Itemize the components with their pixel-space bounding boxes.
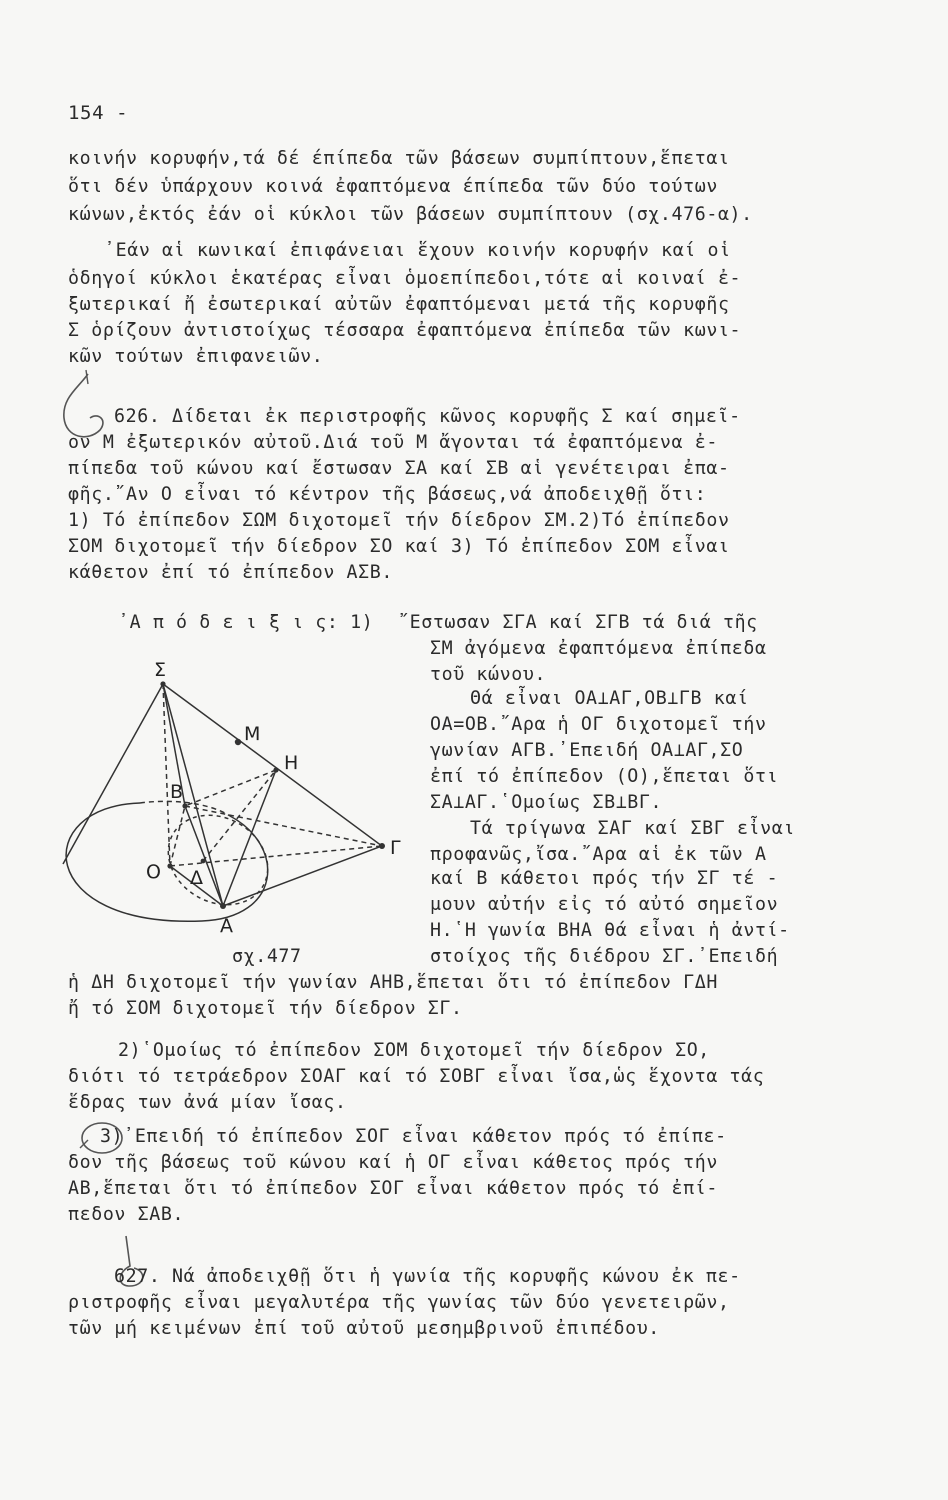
- text-line: δον τῆς βάσεως τοῦ κώνου καί ἡ ΟΓ εἶναι κάθετος πρός τήν: [68, 1152, 718, 1173]
- label-gamma: Γ: [390, 837, 401, 859]
- text-line: πίπεδα τοῦ κώνου καί ἔστωσαν ΣΑ καί ΣΒ αἱ γενέτειραι ἐπα-: [68, 458, 730, 479]
- text-line: ΣΜ ἀγόμενα ἐφαπτόμενα ἐπίπεδα: [430, 638, 767, 659]
- text-line: κώνων,ἐκτός ἐάν οἱ κύκλοι τῶν βάσεων συμπίπτουν (σχ.476-α).: [68, 204, 753, 225]
- text-line: ΣΟΜ διχοτομεῖ τήν δίεδρον ΣΟ καί 3) Τό ἐπίπεδον ΣΟΜ εἶναι: [68, 536, 730, 557]
- text-line: ἤ τό ΣΟΜ διχοτομεῖ τήν δίεδρον ΣΓ.: [68, 998, 463, 1019]
- text-line: ριστροφῆς εἶναι μεγαλυτέρα τῆς γωνίας τῶν δύο γενετειρῶν,: [68, 1292, 730, 1313]
- label-h: Η: [284, 752, 299, 774]
- text-line: κοινήν κορυφήν,τά δέ έπίπεδα τῶν βάσεων συμπίπτουν,ἕπεται: [68, 148, 730, 169]
- page-number: 154 -: [68, 102, 129, 124]
- text-line: πεδον ΣΑΒ.: [68, 1204, 185, 1225]
- text-line: καί Β κάθετοι πρός τήν ΣΓ τέ -: [430, 868, 779, 889]
- text-line: ον Μ ἐξωτερικόν αὐτοῦ.Διά τοῦ Μ ἄγονται τά ἐφαπτόμενα ἐ-: [68, 432, 718, 453]
- text-line: 2)῾Ομοίως τό ἐπίπεδον ΣΟΜ διχοτομεῖ τήν δίεδρον ΣΟ,: [118, 1040, 710, 1061]
- text-line: 627. Νά ἀποδειχθῇ ὅτι ἡ γωνία τῆς κορυφῆς κώνου ἐκ πε-: [114, 1266, 741, 1287]
- text-line: μουν αὐτήν εἰς τό αὐτό σημεῖον: [430, 894, 779, 915]
- text-line: ὅτι δέν ὑπάρχουν κοινά ἐφαπτόμενα έπίπεδα τῶν δύο τούτων: [68, 176, 718, 197]
- text-line: κάθετον ἐπί τό ἐπίπεδον ΑΣΒ.: [68, 562, 393, 583]
- label-m: Μ: [244, 723, 261, 745]
- text-line: ξωτερικαί ἤ ἐσωτερικαί αὐτῶν ἐφαπτόμεναι μετά τῆς κορυφῆς: [68, 294, 730, 315]
- text-line: στοίχος τῆς διέδρου ΣΓ.᾿Επειδή: [430, 946, 779, 967]
- text-line: ῎Εστωσαν ΣΓΑ καί ΣΓΒ τά διά τῆς: [398, 612, 758, 633]
- text-line: ΑΒ,ἕπεται ὅτι τό ἐπίπεδον ΣΟΓ εἶναι κάθετον πρός τό ἐπί-: [68, 1178, 718, 1199]
- label-b: Β: [170, 781, 184, 803]
- text-line: ὁδηγοί κύκλοι ἑκατέρας εἶναι ὁμοεπίπεδοι,τότε αἱ κοιναί ἐ-: [68, 268, 742, 289]
- text-line: Σ ὁρίζουν ἀντιστοίχως τέσσαρα ἐφαπτόμενα ἐπίπεδα τῶν κωνι-: [68, 320, 742, 341]
- label-o: Ο: [146, 861, 161, 883]
- text-line: ᾿Εάν αἱ κωνικαί ἐπιφάνειαι ἕχουν κοινήν κορυφήν καί οἱ: [104, 240, 731, 261]
- text-line: ἡ ΔΗ διχοτομεῖ τήν γωνίαν ΑΗΒ,ἕπεται ὅτι τό ἐπίπεδον ΓΔΗ: [68, 972, 718, 993]
- text-line: τῶν μή κειμένων ἐπί τοῦ αὐτοῦ μεσημβρινοῦ ἐπιπέδου.: [68, 1318, 660, 1339]
- text-line: Θά εἶναι ΟΑ⊥ΑΓ,ΟΒ⊥ΓΒ καί: [470, 688, 749, 709]
- text-line: φῆς.῎Αν Ο εἶναι τό κέντρον τῆς βάσεως,νά ἀποδειχθῇ ὅτι:: [68, 484, 707, 505]
- text-line: γωνίαν ΑΓΒ.᾿Επειδή ΟΑ⊥ΑΓ,ΣΟ: [430, 740, 744, 761]
- text-line: 626. Δίδεται ἐκ περιστροφῆς κῶνος κορυφῆς Σ καί σημεῖ-: [114, 406, 741, 427]
- text-line: τοῦ κώνου.: [430, 664, 547, 685]
- text-line: ΟΑ=ΟΒ.῎Αρα ἡ ΟΓ διχοτομεῖ τήν: [430, 714, 767, 735]
- text-line: ἕδρας των ἀνά μίαν ἴσας.: [68, 1092, 347, 1113]
- text-line: ΣΑ⊥ΑΓ.῾Ομοίως ΣΒ⊥ΒΓ.: [430, 792, 663, 813]
- text-line: διότι τό τετράεδρον ΣΟΑΓ καί τό ΣΟΒΓ εἶναι ἴσα,ὡς ἕχοντα τάς: [68, 1066, 765, 1087]
- text-line: ἐπί τό ἐπίπεδον (Ο),ἕπεται ὅτι: [430, 766, 779, 787]
- text-line: 3)᾿Επειδή τό ἐπίπεδον ΣΟΓ εἶναι κάθετον πρός τό ἐπίπε-: [100, 1126, 727, 1147]
- text-line: κῶν τούτων ἐπιφανειῶν.: [68, 346, 324, 367]
- text-line: Τά τρίγωνα ΣΑΓ καί ΣΒΓ εἶναι: [470, 818, 795, 839]
- text-line: 1) Τό ἐπίπεδον ΣΩΜ διχοτομεῖ τήν δίεδρον ΣΜ.2)Τό ἐπίπεδον: [68, 510, 730, 531]
- label-sigma: Σ: [154, 659, 167, 681]
- text-line: προφανῶς,ἴσα.῎Αρα αἱ ἐκ τῶν Α: [430, 844, 767, 865]
- figure-caption: σχ.477: [232, 946, 302, 967]
- proof-heading: ᾿Α π ό δ ε ι ξ ι ς: 1): [118, 612, 374, 633]
- label-delta: Δ: [190, 867, 203, 889]
- label-a: Α: [220, 915, 233, 937]
- text-line: Η.῾Η γωνία ΒΗΑ θά εἶναι ἡ ἀντί-: [430, 920, 790, 941]
- cone-figure: [60, 656, 410, 946]
